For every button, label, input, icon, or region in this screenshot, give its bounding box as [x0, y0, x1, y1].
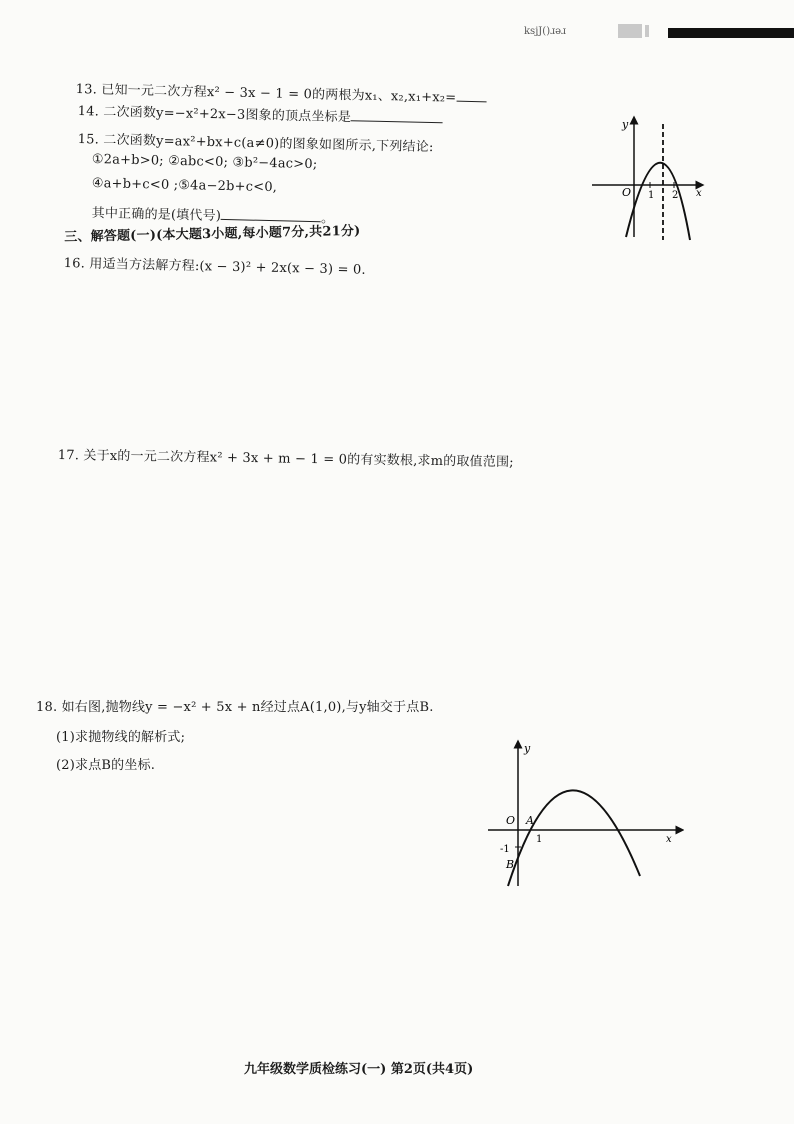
answer-blank-14: [351, 120, 443, 123]
header-bar: [668, 28, 794, 38]
header-redacted-mark: [645, 25, 649, 37]
tick-label-2: 2: [672, 190, 679, 201]
parabola-graph-q15: [588, 112, 708, 242]
x-axis-label: x: [696, 188, 702, 199]
origin-label: O: [622, 186, 632, 199]
parabola-graph-q18: [484, 738, 684, 890]
question-14-text: 14. 二次函数y=−x²+2x−3图象的顶点坐标是: [77, 103, 352, 126]
tick-label-neg1: -1: [500, 844, 510, 855]
question-15-prompt: 其中正确的是(填代号): [91, 205, 222, 224]
header-mark: ksjJ()ɹǝɹ: [524, 26, 567, 37]
y-axis-label: y: [524, 742, 531, 755]
origin-label: O: [506, 814, 516, 827]
question-13-text: 13. 已知一元二次方程x² − 3x − 1 = 0的两根为x₁、x₂,x₁+x₂=: [75, 81, 457, 106]
tick-label-1: 1: [536, 834, 543, 845]
answer-blank-13: [456, 101, 486, 103]
question-15-end-mark: 。: [320, 211, 335, 227]
tick-label-1: 1: [648, 190, 655, 201]
parabola-curve: [508, 790, 640, 886]
question-18: 18. 如右图,抛物线y = −x² + 5x + n经过点A(1,0),与y轴交于点B.: [36, 700, 434, 715]
section-3-heading: 三、解答题(一)(本大题3小题,每小题7分,共21分): [64, 223, 361, 245]
point-b-label: B: [506, 858, 515, 871]
question-16: 16. 用适当方法解方程:(x − 3)² + 2x(x − 3) = 0.: [63, 255, 366, 278]
question-15-options-b: ④a+b+c<0 ;⑤4a−2b+c<0,: [91, 176, 278, 196]
question-18-part-1: (1)求抛物线的解析式;: [56, 730, 186, 745]
header-redacted-block: [618, 24, 642, 38]
page-footer: 九年级数学质检练习(一) 第2页(共4页): [244, 1062, 474, 1077]
question-17: 17. 关于x的一元二次方程x² + 3x + m − 1 = 0的有实数根,求m的取值范围;: [57, 447, 514, 471]
y-axis-label: y: [622, 118, 629, 131]
point-a-label: A: [526, 814, 534, 827]
x-axis-label: x: [666, 834, 672, 845]
question-15: 15. 二次函数y=ax²+bx+c(a≠0)的图象如图所示,下列结论:: [77, 131, 434, 156]
parabola-curve: [626, 163, 690, 240]
question-15-options-a: ①2a+b>0; ②abc<0; ③b²−4ac>0;: [91, 152, 318, 173]
question-18-part-2: (2)求点B的坐标.: [56, 758, 156, 773]
